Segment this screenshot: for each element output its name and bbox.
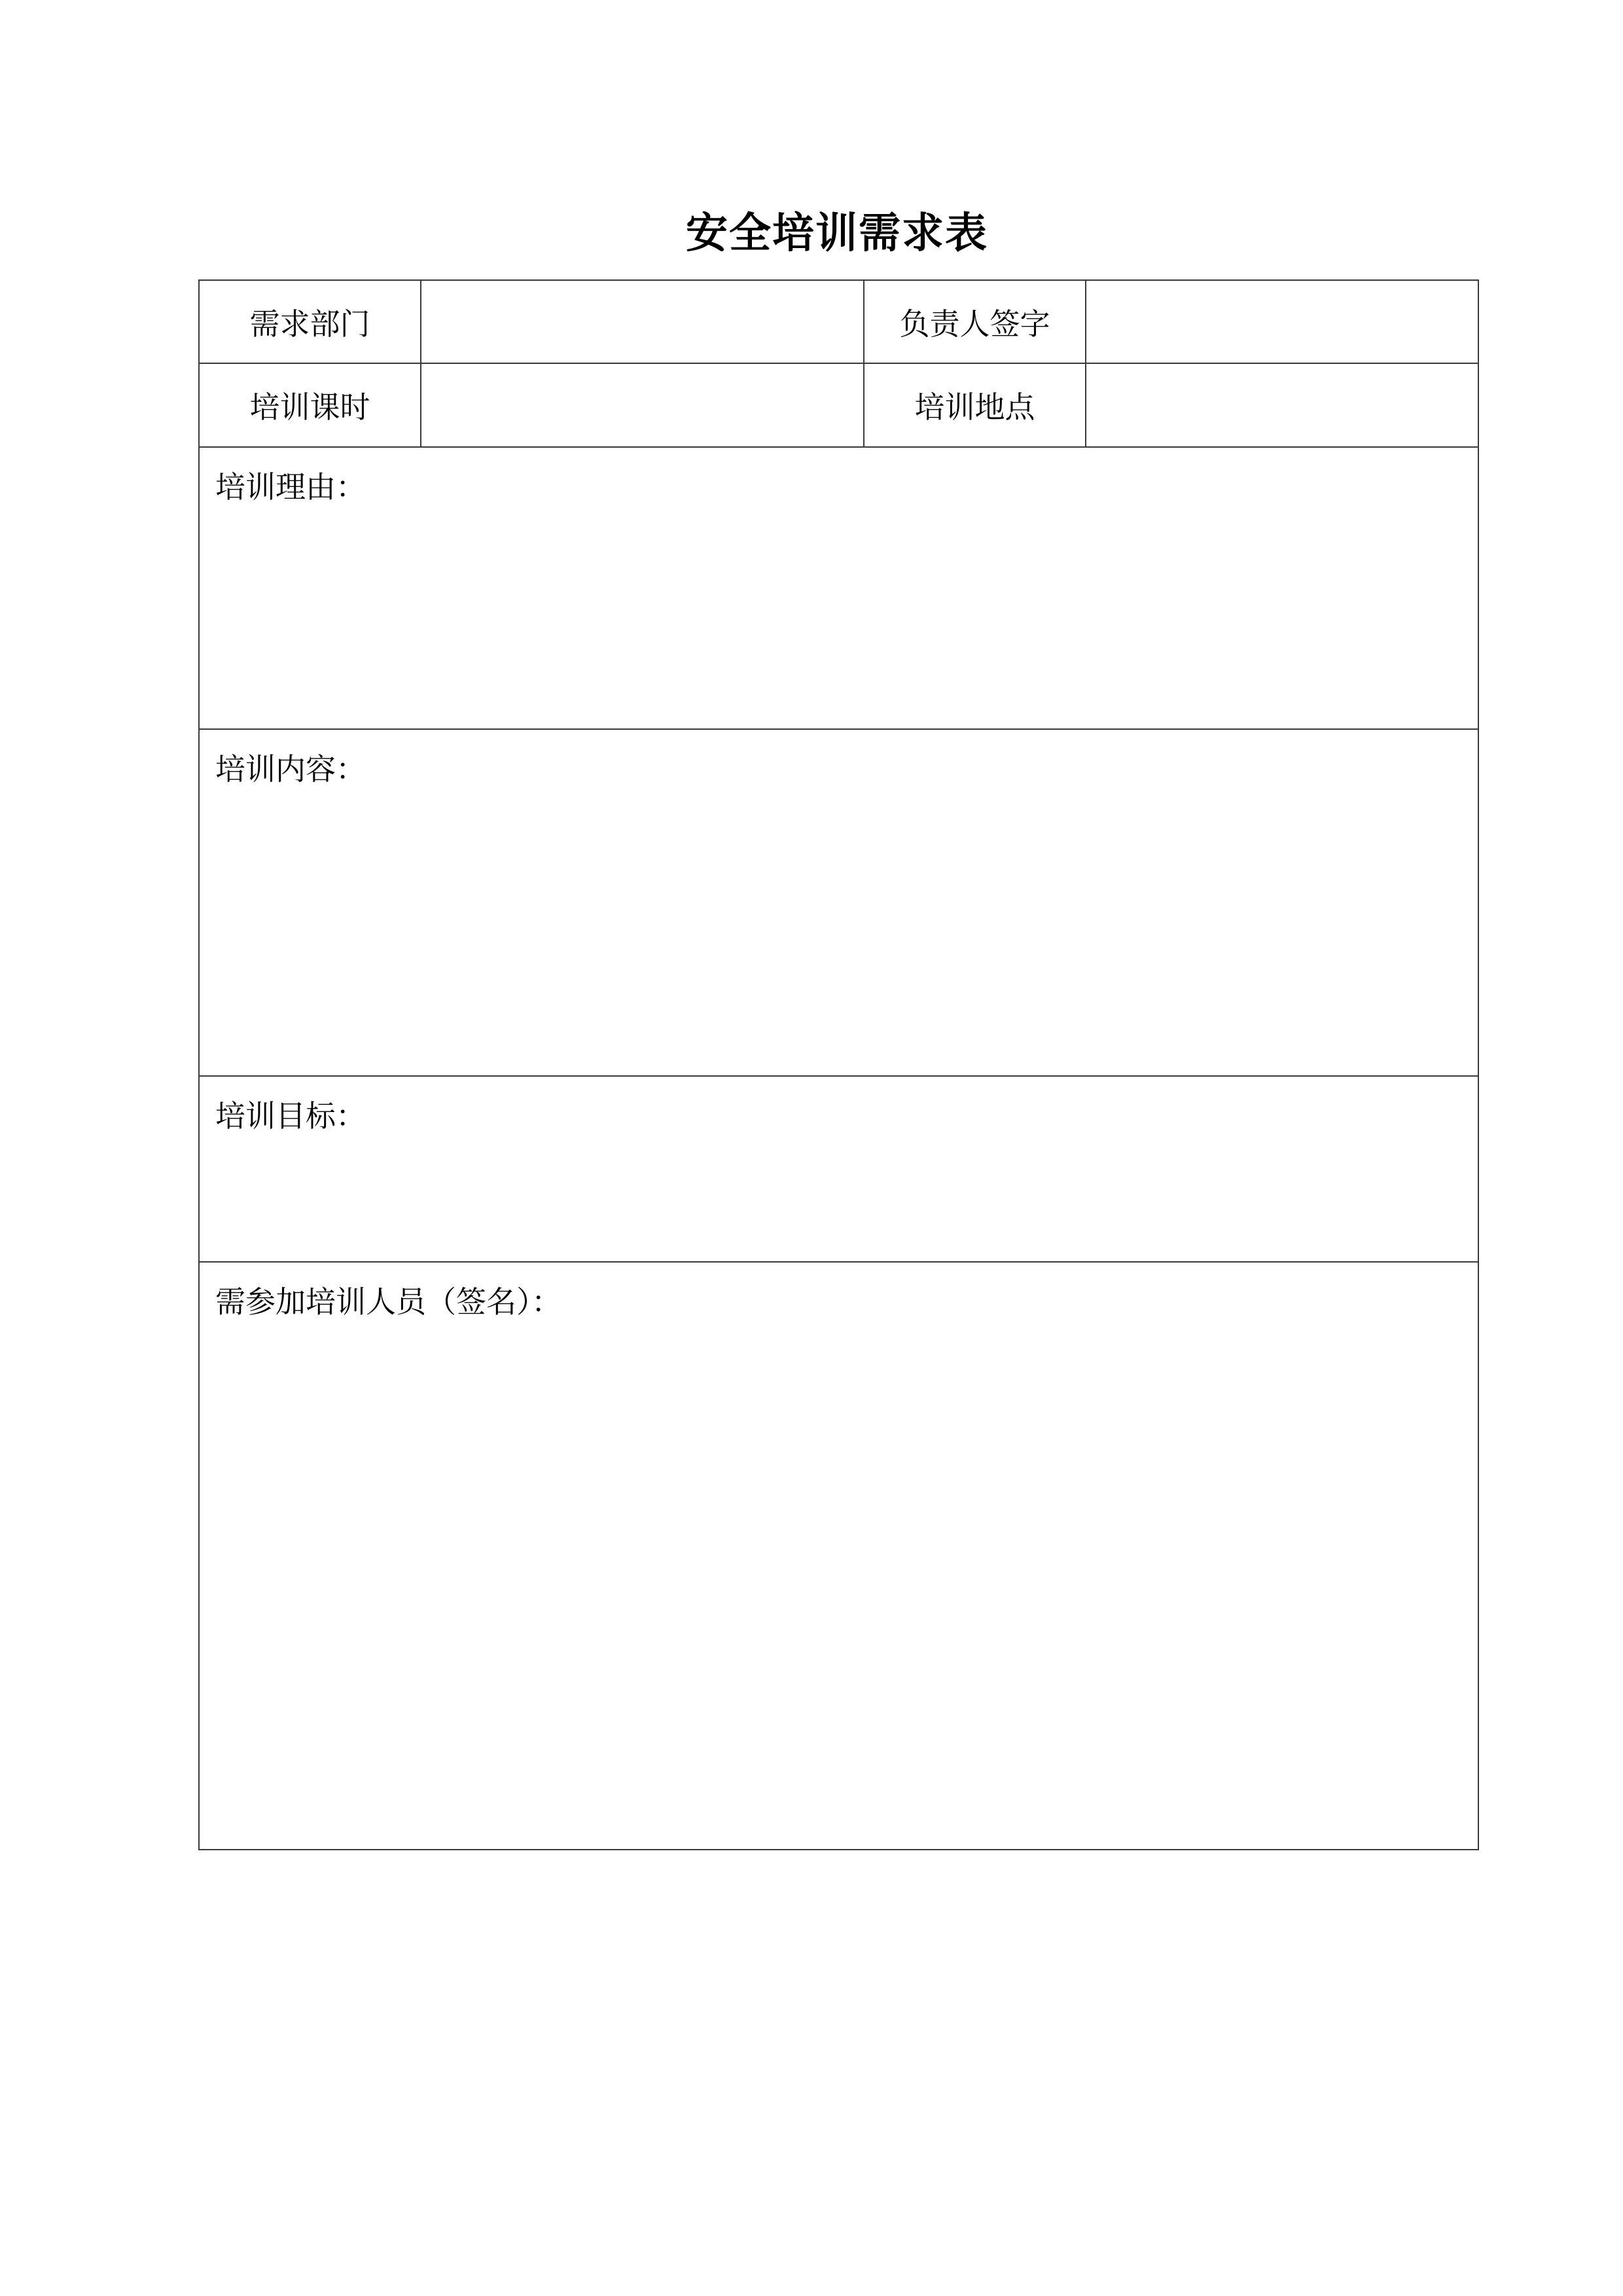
department-field[interactable] — [421, 280, 864, 363]
training-goal-field[interactable] — [199, 1076, 1478, 1262]
attendees-signature-label: 需参加培训人员（签名）： — [215, 1284, 562, 1319]
form-row-hours — [199, 363, 1478, 447]
training-location-label: 培训地点 — [864, 363, 1086, 447]
training-reason-label: 培训理由： — [215, 469, 366, 505]
page-title: 安全培训需求表 — [686, 209, 988, 258]
training-hours-label: 培训课时 — [199, 363, 421, 447]
form-row-reason — [199, 447, 1478, 729]
responsible-signature-field[interactable] — [1086, 280, 1478, 363]
training-request-form — [198, 279, 1479, 1850]
training-location-field[interactable] — [1086, 363, 1478, 447]
attendees-signature-field[interactable] — [199, 1262, 1478, 1850]
form-row-goal — [199, 1076, 1478, 1262]
department-label: 需求部门 — [199, 280, 421, 363]
training-hours-field[interactable] — [421, 363, 864, 447]
training-goal-label: 培训目标： — [215, 1098, 366, 1134]
responsible-signature-label: 负责人签字 — [864, 280, 1086, 363]
form-row-department — [199, 280, 1478, 363]
training-reason-field[interactable] — [199, 447, 1478, 729]
training-content-label: 培训内容： — [215, 751, 366, 787]
form-row-attendees — [199, 1262, 1478, 1850]
form-row-content — [199, 729, 1478, 1076]
training-content-field[interactable] — [199, 729, 1478, 1076]
